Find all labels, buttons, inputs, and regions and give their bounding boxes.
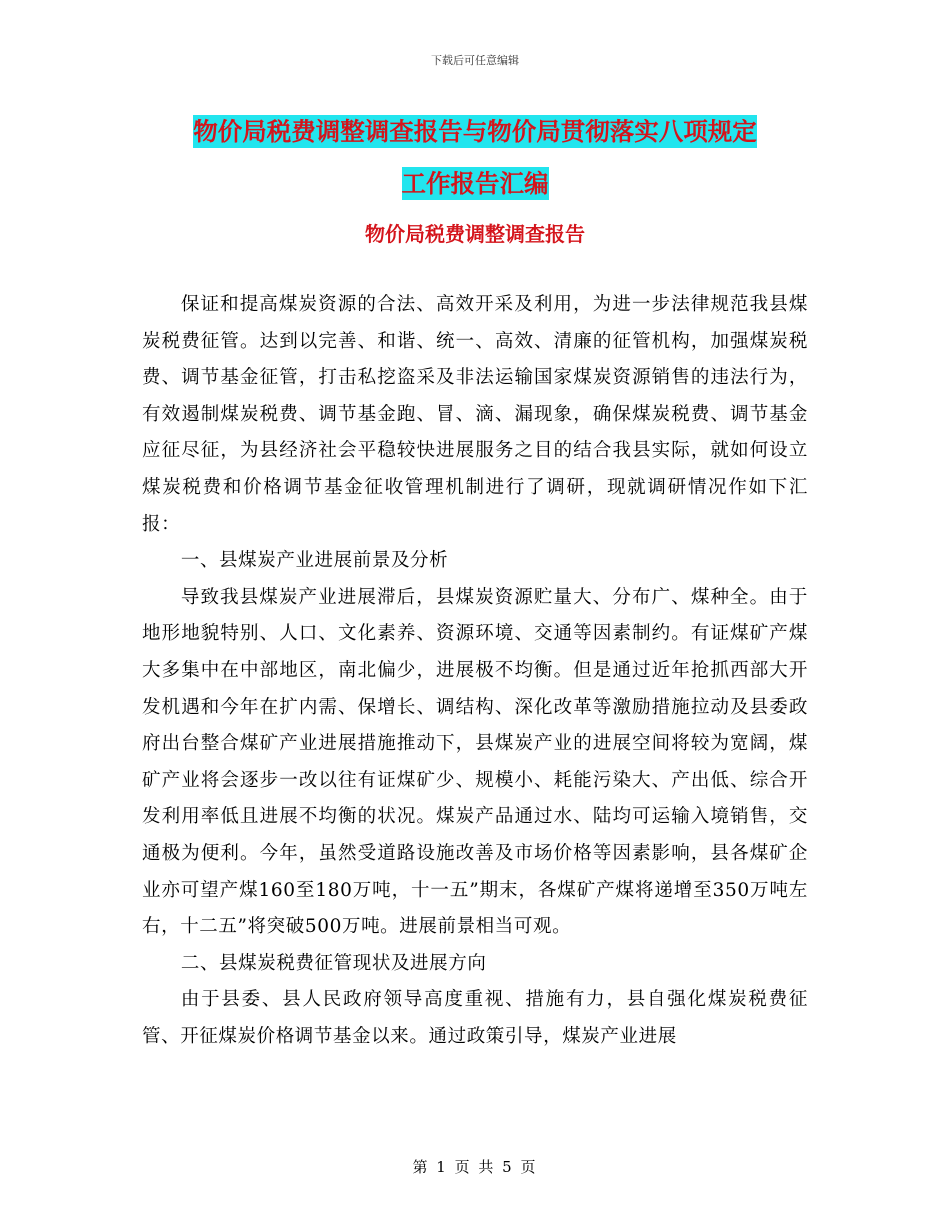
heading-1: 一、县煤炭产业进展前景及分析: [180, 550, 449, 572]
paragraph-intro: 保证和提高煤炭资源的合法、高效开采及利用，为进一步法律规范我县煤炭税费征管。达到以完善、和谐、统一、高效、清廉的征管机构，加强煤炭税费、调节基金征管，打击私挖盗采及非法运输国家煤炭资源销售的违法行为，有效遏制煤炭税费、调节基金跑、冒、滴、漏现象，确保煤炭税费、调节基金应征尽征，为县经济社会平稳较快进展服务之目的结合我县实际，就如何设立煤炭税费和价格调节基金征收管理机制进行了调研，现就调研情况作如下汇报：: [142, 294, 808, 535]
document-title: [142, 106, 808, 210]
page-footer: 第 1 页 共 5 页: [412, 1158, 538, 1176]
heading-2: 二、县煤炭税费征管现状及进展方向: [180, 952, 487, 974]
section-title: 物价局税费调整调查报告: [365, 222, 585, 246]
paragraph-outlook: 导致我县煤炭产业进展滞后，县煤炭资源贮量大、分布广、煤种全。由于地形地貌特别、人口、文化素养、资源环境、交通等因素制约。有证煤矿产煤大多集中在中部地区，南北偏少，进展极不均衡。但是通过近年抢抓西部大开发机遇和今年在扩内需、保增长、调结构、深化改革等激励措施拉动及县委政府出台整合煤矿产业进展措施推动下，县煤炭产业的进展空间将较为宽阔，煤矿产业将会逐步一改以往有证煤矿少、规模小、耗能污染大、产出低、综合开发利用率低且进展不均衡的状况。煤炭产品通过水、陆均可运输入境销售，交通极为便利。今年，虽然受道路设施改善及市场价格等因素影响，县各煤矿企业亦可望产煤160至180万吨，十一五”期末，各煤矿产煤将递增至350万吨左右，十二五”将突破500万吨。进展前景相当可观。: [142, 586, 808, 938]
paragraph-status: 由于县委、县人民政府领导高度重视、措施有力，县自强化煤炭税费征管、开征煤炭价格调节基金以来。通过政策引导，煤炭产业进展: [142, 989, 808, 1047]
header-note: 下载后可任意编辑: [431, 54, 519, 67]
document-title-line-1: 物价局税费调整调查报告与物价局贯彻落实八项规定: [193, 117, 757, 146]
document-title-line-2: 工作报告汇编: [401, 169, 549, 198]
body-text: [142, 287, 808, 1055]
